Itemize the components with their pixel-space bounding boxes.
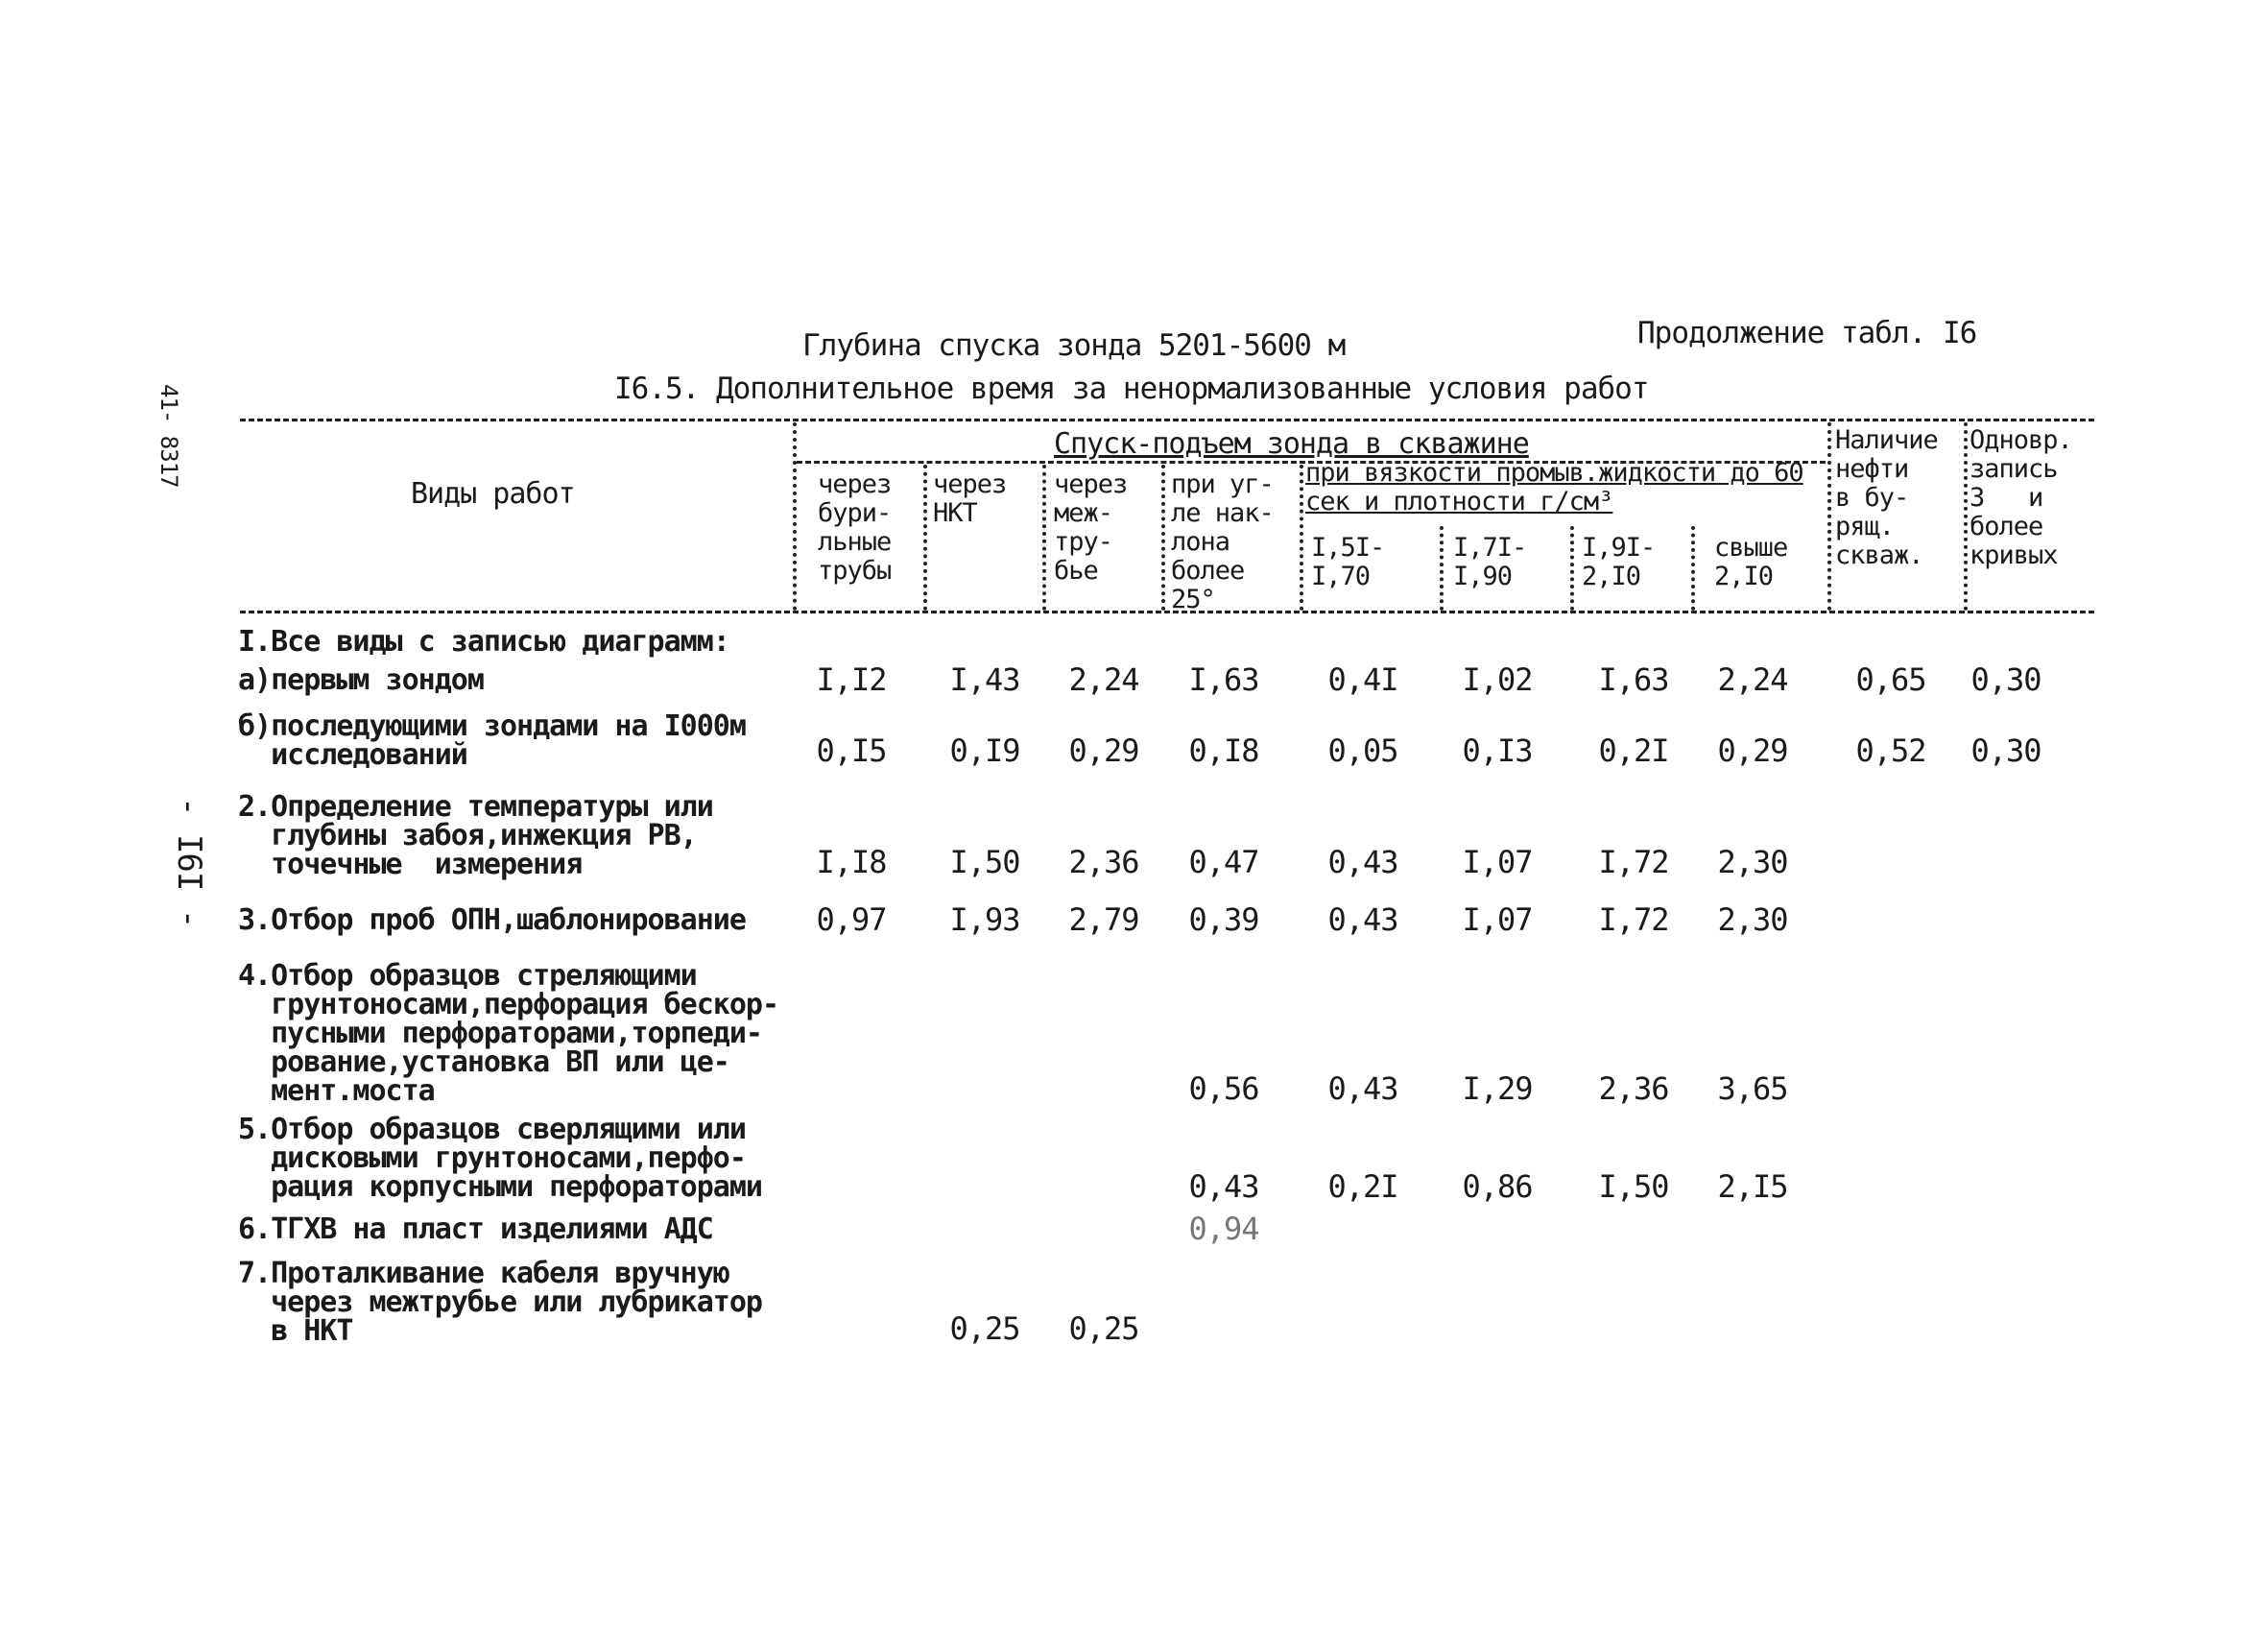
header-col-density-1: I,5I- I,70 — [1311, 533, 1385, 591]
value-cell: 0,4I — [1327, 661, 1398, 698]
value-cell: I,I2 — [816, 661, 887, 698]
value-cell: I,63 — [1598, 661, 1669, 698]
value-cell: I,72 — [1598, 901, 1669, 938]
row-label: I.Все виды с записью диаграмм: — [238, 625, 729, 659]
header-viscosity-group: при вязкости промыв.жидкости до 60 сек и плотности г/см³ — [1305, 458, 1803, 516]
value-cell: 0,30 — [1970, 661, 2041, 698]
section-title: I6.5. Дополнительное время за ненормализованные условия работ — [614, 372, 1649, 406]
col-divider — [1042, 465, 1046, 611]
header-col-incline: при уг- ле нак- лона более 25° — [1171, 469, 1274, 614]
header-descent-group: Спуск-подъем зонда в скважине — [1054, 427, 1529, 461]
col-divider — [1440, 526, 1444, 611]
value-cell: 2,I5 — [1717, 1168, 1788, 1205]
value-cell: 0,94 — [1188, 1211, 1259, 1247]
value-cell: 0,86 — [1462, 1168, 1533, 1205]
value-cell: I,72 — [1598, 844, 1669, 880]
table-top-rule — [240, 419, 2094, 421]
value-cell: 0,29 — [1068, 732, 1139, 769]
col-divider — [793, 422, 797, 611]
value-cell: 0,43 — [1327, 1070, 1398, 1107]
value-cell: I,50 — [1598, 1168, 1669, 1205]
archive-number: 41- 8317 — [155, 384, 182, 488]
value-cell: 0,25 — [1068, 1310, 1139, 1347]
header-col-simultaneous: Одновр. запись 3 и более кривых — [1970, 425, 2072, 570]
row-label: 5.Отбор образцов сверлящими или дисковыми грунтоносами,перфо- рация корпусными перфораторами — [238, 1113, 762, 1204]
value-cell: 0,I3 — [1462, 732, 1533, 769]
value-cell: 2,79 — [1068, 901, 1139, 938]
value-cell: 3,65 — [1717, 1070, 1788, 1107]
header-col-annulus: через меж- тру- бье — [1054, 469, 1128, 586]
header-col-density-2: I,7I- I,90 — [1453, 533, 1527, 591]
value-cell: I,93 — [949, 901, 1020, 938]
col-divider — [1161, 465, 1165, 611]
row-label: б)последующими зондами на I000м исследований — [238, 709, 746, 772]
value-cell: 0,I9 — [949, 732, 1020, 769]
header-col-nkt: через НКТ — [933, 469, 1007, 528]
value-cell: 0,97 — [816, 901, 887, 938]
value-cell: 2,36 — [1068, 844, 1139, 880]
header-col-drill-pipes: через бури- льные трубы — [818, 469, 892, 586]
row-label: 6.ТГХВ на пласт изделиями АДС — [238, 1212, 713, 1246]
value-cell: 2,36 — [1598, 1070, 1669, 1107]
row-label: 4.Отбор образцов стреляющими грунтоносами,перфорация бескор- пусными перфораторами,торпеди- рование,установка ВП или це- мент.моста — [238, 959, 779, 1108]
value-cell: 0,30 — [1970, 732, 2041, 769]
value-cell: I,07 — [1462, 844, 1533, 880]
value-cell: 0,25 — [949, 1310, 1020, 1347]
value-cell: 0,I8 — [1188, 732, 1259, 769]
value-cell: I,07 — [1462, 901, 1533, 938]
row-label: 2.Определение температуры или глубины забоя,инжекция РВ, точечные измерения — [238, 790, 713, 881]
page-number: - I6I - — [170, 797, 208, 928]
row-label: 3.Отбор проб ОПН,шаблонирование — [238, 903, 746, 937]
col-divider — [1300, 465, 1303, 611]
value-cell: I,43 — [949, 661, 1020, 698]
col-divider — [1570, 526, 1574, 611]
col-divider — [1691, 526, 1695, 611]
value-cell: 0,47 — [1188, 844, 1259, 880]
value-cell: I,02 — [1462, 661, 1533, 698]
row-label: 7.Проталкивание кабеля вручную через межтрубье или лубрикатор в НКТ — [238, 1257, 762, 1348]
value-cell: 2,30 — [1717, 901, 1788, 938]
value-cell: I,63 — [1188, 661, 1259, 698]
value-cell: 0,39 — [1188, 901, 1259, 938]
header-col-density-3: I,9I- 2,I0 — [1582, 533, 1656, 591]
col-divider — [1964, 422, 1968, 611]
value-cell: 0,43 — [1327, 901, 1398, 938]
value-cell: 0,05 — [1327, 732, 1398, 769]
value-cell: 2,24 — [1068, 661, 1139, 698]
value-cell: 0,56 — [1188, 1070, 1259, 1107]
value-cell: 2,30 — [1717, 844, 1788, 880]
value-cell: I,I8 — [816, 844, 887, 880]
value-cell: 0,65 — [1855, 661, 1926, 698]
row-label: а)первым зондом — [238, 663, 484, 697]
col-divider — [1827, 422, 1831, 611]
value-cell: 0,I5 — [816, 732, 887, 769]
continuation-note: Продолжение табл. I6 — [1637, 316, 1977, 350]
value-cell: 0,2I — [1598, 732, 1669, 769]
value-cell: 0,43 — [1188, 1168, 1259, 1205]
header-bottom-rule — [240, 611, 2094, 613]
value-cell: 0,2I — [1327, 1168, 1398, 1205]
header-work-types: Виды работ — [411, 477, 575, 511]
depth-title: Глубина спуска зонда 5201-5600 м — [802, 328, 1346, 363]
value-cell: 0,29 — [1717, 732, 1788, 769]
header-col-oil: Наличие нефти в бу- рящ. скваж. — [1835, 425, 1938, 570]
value-cell: 2,24 — [1717, 661, 1788, 698]
col-divider — [923, 465, 927, 611]
header-col-density-4: свыше 2,I0 — [1714, 533, 1788, 591]
value-cell: 0,43 — [1327, 844, 1398, 880]
value-cell: I,29 — [1462, 1070, 1533, 1107]
value-cell: I,50 — [949, 844, 1020, 880]
value-cell: 0,52 — [1855, 732, 1926, 769]
